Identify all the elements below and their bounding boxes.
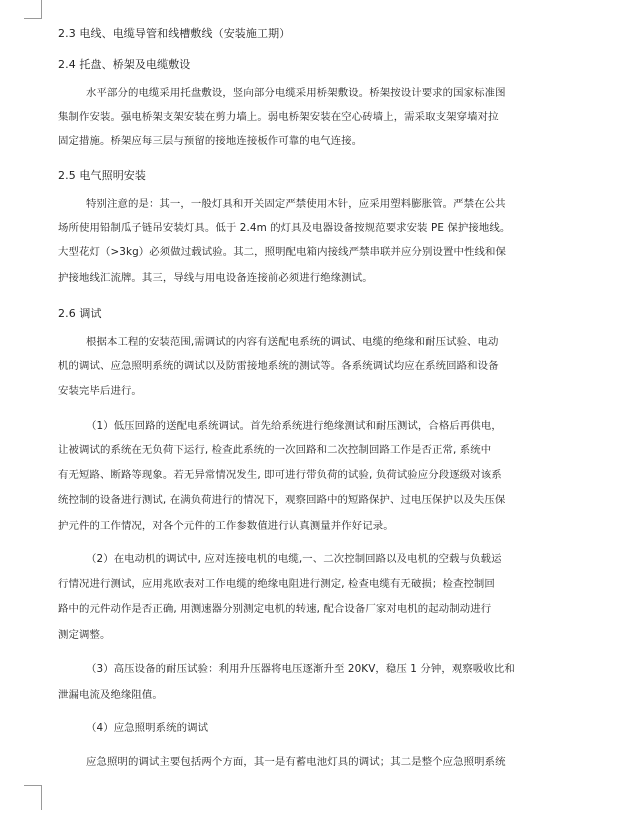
paragraph-line: 路中的元件动作是否正确, 用测速器分别测定电机的转速, 配合设备厂家对电机的起动制动进行	[58, 603, 492, 615]
heading-2-5: 2.5 电气照明安装	[58, 169, 146, 182]
paragraph-line: 护元件的工作情况，对各个元件的工作参数值进行认真测量并作好记录。	[58, 520, 394, 532]
heading-2-6: 2.6 调试	[58, 307, 102, 320]
heading-2-3: 2.3 电线、电缆导管和线槽敷线（安装施工期）	[58, 27, 291, 40]
crop-mark-bottom-horizontal	[24, 785, 42, 786]
paragraph-line: 应急照明的调试主要包括两个方面，其一是有蓄电池灯具的调试；其二是整个应急照明系统	[86, 756, 506, 768]
paragraph-line: 泄漏电流及绝缘阻值。	[58, 689, 163, 701]
paragraph-line: 大型花灯（>3kg）必须做过载试验。其二，照明配电箱内接线严禁串联并应分别设置中性线和保	[58, 246, 506, 258]
paragraph-line: （1）低压回路的送配电系统调试。首先给系统进行绝缘测试和耐压测试，合格后再供电，	[86, 420, 502, 432]
paragraph-line: 集制作安装。强电桥架支架安装在剪力墙上。弱电桥架安装在空心砖墙上，需采取支架穿墙对拉	[58, 111, 499, 123]
subheading-item-4: （4）应急照明系统的调试	[86, 722, 209, 734]
paragraph-line: 行情况进行测试，应用兆欧表对工作电缆的绝缘电阻进行测定, 检查电缆有无破损；检查控制回	[58, 578, 495, 590]
paragraph-line: 让被调试的系统在无负荷下运行, 检查此系统的一次回路和二次控制回路工作是否正常, 系统中	[58, 444, 492, 456]
paragraph-line: 根据本工程的安装范围,需调试的内容有送配电系统的调试、电缆的绝缘和耐压试验、电动	[86, 336, 499, 348]
paragraph-line: 机的调试、应急照明系统的调试以及防雷接地系统的测试等。各系统调试均应在系统回路和设备	[58, 360, 499, 372]
crop-mark-bottom-vertical	[41, 785, 42, 810]
paragraph-line: 有无短路、断路等现象。若无异常情况发生, 即可进行带负荷的试验, 负荷试验应分段逐级对该系	[58, 469, 502, 481]
paragraph-line: 水平部分的电缆采用托盘敷设，竖向部分电缆采用桥架敷设。桥架按设计要求的国家标准图	[86, 87, 506, 99]
paragraph-line: 特别注意的是：其一，一般灯具和开关固定严禁使用木针，应采用塑料膨胀管。严禁在公共	[86, 198, 506, 210]
paragraph-line: 场所使用铅制瓜子链吊安装灯具。低于 2.4m 的灯具及电器设备按规范要求安装 PE 保护接地线。	[58, 222, 511, 234]
paragraph-line: 测定调整。	[58, 629, 111, 641]
paragraph-line: 固定措施。桥架应每三层与预留的接地连接板作可靠的电气连接。	[58, 135, 363, 147]
paragraph-line: 统控制的设备进行测试, 在满负荷进行的情况下，观察回路中的短路保护、过电压保护以及失压保	[58, 494, 506, 506]
crop-mark-top-vertical	[41, 0, 42, 19]
paragraph-line: 安装完毕后进行。	[58, 385, 142, 397]
heading-2-4: 2.4 托盘、桥架及电缆敷设	[58, 58, 191, 71]
paragraph-line: （2）在电动机的调试中, 应对连接电机的电缆,一、二次控制回路以及电机的空载与负载运	[86, 553, 502, 565]
crop-mark-top-horizontal	[24, 18, 42, 19]
paragraph-line: （3）高压设备的耐压试验：利用升压器将电压逐渐升至 20KV，稳压 1 分钟，观察吸收比和	[86, 663, 515, 675]
paragraph-line: 护接地线汇流牌。其三，导线与用电设备连接前必须进行绝缘测试。	[58, 272, 373, 284]
